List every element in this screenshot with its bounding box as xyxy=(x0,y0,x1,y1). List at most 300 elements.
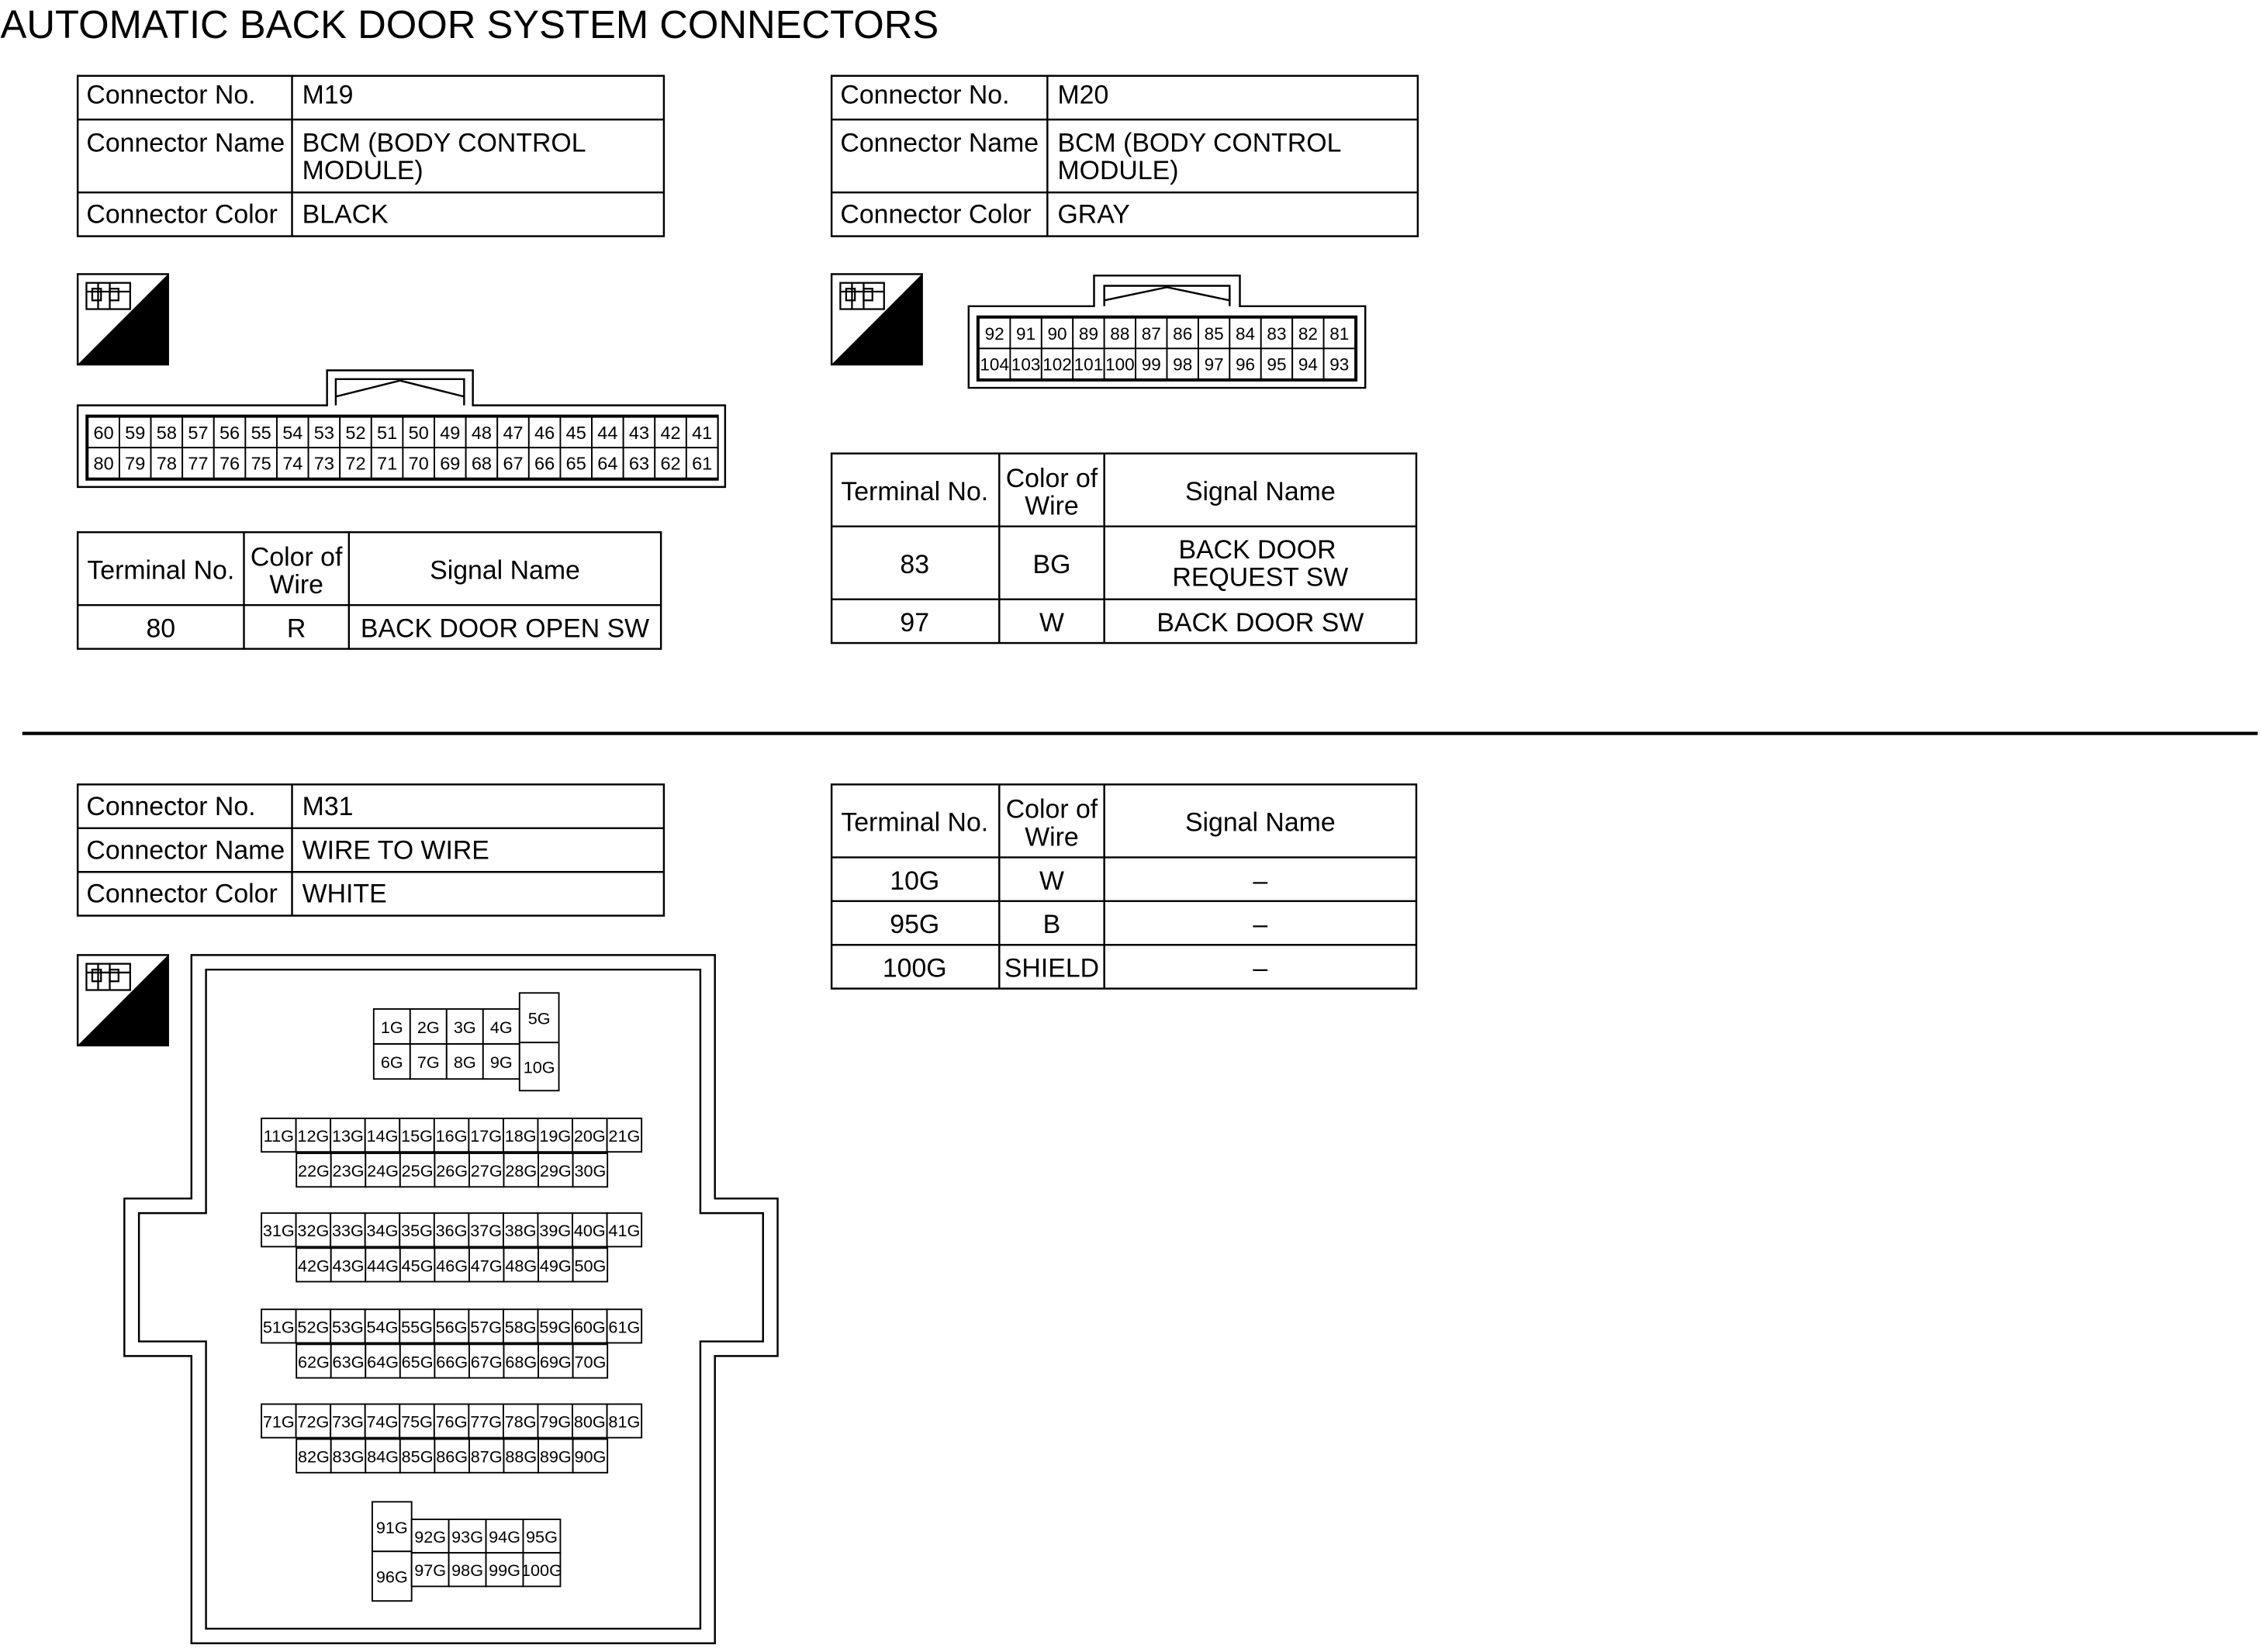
m31-pin-85g xyxy=(400,1439,435,1473)
svg-text:49G: 49G xyxy=(539,1256,572,1276)
m31-pin-71g xyxy=(261,1404,296,1437)
svg-text:48: 48 xyxy=(471,422,492,443)
svg-text:35G: 35G xyxy=(401,1221,433,1241)
color-of-wire-header-line2: Wire xyxy=(1025,822,1079,852)
m31-pin-16g xyxy=(434,1118,469,1152)
m31-pin-9g xyxy=(483,1044,520,1079)
svg-text:36G: 36G xyxy=(435,1221,468,1241)
svg-text:17G: 17G xyxy=(470,1126,503,1146)
svg-text:84: 84 xyxy=(1236,324,1256,344)
svg-text:40G: 40G xyxy=(573,1221,606,1241)
m20-pin-82 xyxy=(1292,318,1323,348)
m31-pin-18g xyxy=(503,1118,538,1152)
svg-text:57G: 57G xyxy=(470,1317,503,1337)
m19-pin-47 xyxy=(497,417,529,448)
m31-pin-70g xyxy=(573,1344,608,1377)
svg-text:1G: 1G xyxy=(380,1017,403,1037)
svg-text:98G: 98G xyxy=(451,1560,484,1581)
svg-text:13G: 13G xyxy=(331,1126,364,1146)
m19-pin-60 xyxy=(88,417,119,448)
svg-text:75: 75 xyxy=(251,453,271,474)
m31-pin-75g xyxy=(399,1404,434,1437)
m19-pin-69 xyxy=(434,448,466,478)
m19-pin-61 xyxy=(686,448,718,478)
svg-text:80G: 80G xyxy=(573,1412,606,1432)
m19-pin-55 xyxy=(245,417,277,448)
svg-text:73: 73 xyxy=(313,453,334,474)
m31-pin-80g xyxy=(572,1404,607,1437)
m31-connector-name: WIRE TO WIRE xyxy=(302,835,489,866)
svg-text:31G: 31G xyxy=(262,1221,295,1241)
svg-text:56G: 56G xyxy=(435,1317,468,1337)
svg-text:3G: 3G xyxy=(453,1017,476,1037)
m31-pin-100g xyxy=(521,1553,562,1586)
connector-no-label: Connector No. xyxy=(86,80,256,110)
svg-text:95: 95 xyxy=(1267,354,1287,375)
m20-pin-85 xyxy=(1198,318,1229,348)
m20-pin-96 xyxy=(1229,348,1260,378)
m31-pin-29g xyxy=(538,1153,573,1187)
svg-text:104: 104 xyxy=(980,354,1010,375)
svg-text:90G: 90G xyxy=(574,1446,607,1467)
m31-pin-62g xyxy=(296,1344,331,1377)
svg-text:89: 89 xyxy=(1078,324,1098,344)
svg-text:74: 74 xyxy=(282,453,303,474)
svg-text:52G: 52G xyxy=(297,1317,330,1337)
svg-text:11G: 11G xyxy=(263,1126,294,1146)
m19-pin-66 xyxy=(529,448,561,478)
m31-pin-10g xyxy=(520,1042,559,1090)
svg-text:39G: 39G xyxy=(539,1221,572,1241)
svg-text:78G: 78G xyxy=(504,1412,537,1432)
m31-pin-25g xyxy=(400,1153,435,1187)
m20-pin-102 xyxy=(1042,348,1073,378)
svg-text:76: 76 xyxy=(219,453,240,474)
connector-no-label: Connector No. xyxy=(840,80,1010,110)
m19-pin-58 xyxy=(151,417,183,448)
m31-signal-95g: – xyxy=(1253,910,1268,940)
m31-pin-11g xyxy=(261,1118,296,1152)
m19-pin-65 xyxy=(560,448,592,478)
m31-pin-2g xyxy=(410,1009,447,1044)
m31-pin-15g xyxy=(399,1118,434,1152)
m20-connector-name-line1: BCM (BODY CONTROL xyxy=(1057,128,1342,158)
m31-pin-28g xyxy=(503,1153,538,1187)
svg-text:80: 80 xyxy=(93,453,114,474)
m31-pin-91g xyxy=(372,1502,412,1551)
svg-text:42G: 42G xyxy=(298,1256,330,1276)
connector-color-label: Connector Color xyxy=(86,879,278,909)
m31-pin-34g xyxy=(365,1213,400,1246)
m31-pin-37g xyxy=(468,1213,503,1246)
m19-pin-70 xyxy=(403,448,434,478)
svg-text:47G: 47G xyxy=(470,1256,503,1276)
m31-pin-90g xyxy=(573,1439,608,1473)
svg-text:65: 65 xyxy=(565,453,586,474)
svg-text:96G: 96G xyxy=(375,1567,408,1587)
m31-pin-17g xyxy=(468,1118,503,1152)
m20-pin-99 xyxy=(1136,348,1167,378)
m31-pin-43g xyxy=(331,1248,366,1281)
svg-text:88G: 88G xyxy=(505,1446,538,1467)
m20-signal-97: BACK DOOR SW xyxy=(1156,608,1364,638)
m19-pin-80 xyxy=(88,448,119,478)
m19-pin-50 xyxy=(403,417,434,448)
svg-text:93: 93 xyxy=(1329,354,1350,375)
color-of-wire-header: Color of xyxy=(1005,794,1098,824)
m20-signal-83-line1: BACK DOOR xyxy=(1178,535,1336,565)
svg-text:90: 90 xyxy=(1047,324,1067,344)
terminal-no-header: Terminal No. xyxy=(87,555,235,586)
m20-terminal-97: 97 xyxy=(900,608,930,638)
m31-connector-color: WHITE xyxy=(302,879,387,909)
m31-pin-47g xyxy=(469,1248,504,1281)
m31-pin-79g xyxy=(538,1404,572,1437)
m19-terminal-table xyxy=(78,532,661,648)
m20-pin-84 xyxy=(1229,318,1260,348)
m31-pin-39g xyxy=(538,1213,572,1246)
svg-text:63G: 63G xyxy=(332,1352,365,1372)
svg-text:70: 70 xyxy=(408,453,429,474)
color-of-wire-header: Color of xyxy=(250,542,343,572)
m19-pin-41 xyxy=(686,417,718,448)
m31-pin-86g xyxy=(434,1439,469,1473)
svg-text:70G: 70G xyxy=(574,1352,607,1372)
svg-text:53: 53 xyxy=(313,422,334,443)
m31-pin-38g xyxy=(503,1213,538,1246)
m31-pin-81g xyxy=(607,1404,642,1437)
svg-text:33G: 33G xyxy=(331,1221,364,1241)
m19-pin-48 xyxy=(466,417,498,448)
m31-pin-87g xyxy=(469,1439,504,1473)
m20-signal-83-line2: REQUEST SW xyxy=(1172,562,1349,593)
m31-pin-83g xyxy=(331,1439,366,1473)
svg-text:50: 50 xyxy=(408,422,429,443)
svg-text:69G: 69G xyxy=(539,1352,572,1372)
hs-label: H.S. xyxy=(863,336,912,365)
svg-text:96: 96 xyxy=(1236,354,1256,375)
m19-pin-49 xyxy=(434,417,466,448)
svg-text:61G: 61G xyxy=(608,1317,641,1337)
m31-pin-8g xyxy=(447,1044,483,1079)
svg-text:46: 46 xyxy=(534,422,555,443)
m31-pin-13g xyxy=(330,1118,365,1152)
svg-text:81: 81 xyxy=(1329,324,1350,344)
m20-pin-95 xyxy=(1261,348,1292,378)
connector-name-label: Connector Name xyxy=(86,835,285,866)
m20-pin-100 xyxy=(1105,348,1136,378)
m20-connector-face xyxy=(969,275,1365,388)
svg-text:97G: 97G xyxy=(414,1560,447,1581)
m20-terminal-83: 83 xyxy=(900,549,930,579)
m31-pin-63g xyxy=(331,1344,366,1377)
svg-text:87G: 87G xyxy=(470,1446,503,1467)
svg-text:42: 42 xyxy=(660,422,681,443)
color-of-wire-header-line2: Wire xyxy=(269,570,323,600)
svg-text:48G: 48G xyxy=(505,1256,538,1276)
m19-terminal-80: 80 xyxy=(146,613,176,644)
m20-pin-101 xyxy=(1073,348,1104,378)
m31-pin-1g xyxy=(374,1009,410,1044)
svg-text:59G: 59G xyxy=(539,1317,572,1337)
m19-pin-56 xyxy=(214,417,246,448)
m19-connector-no: M19 xyxy=(302,80,354,110)
m20-pin-94 xyxy=(1292,348,1323,378)
svg-text:26G: 26G xyxy=(436,1161,468,1181)
m31-pin-35g xyxy=(399,1213,434,1246)
m31-pin-36g xyxy=(434,1213,469,1246)
svg-text:6G: 6G xyxy=(380,1052,403,1073)
svg-text:93G: 93G xyxy=(451,1527,484,1547)
m31-pin-3g xyxy=(447,1009,483,1044)
m31-wire-color-95g: B xyxy=(1042,910,1061,940)
m31-pin-30g xyxy=(573,1153,608,1187)
svg-text:58G: 58G xyxy=(504,1317,537,1337)
connector-name-label: Connector Name xyxy=(86,128,285,158)
svg-text:14G: 14G xyxy=(366,1126,399,1146)
m31-pin-49g xyxy=(538,1248,573,1281)
m19-pin-62 xyxy=(655,448,686,478)
m31-pin-40g xyxy=(572,1213,607,1246)
m19-connector-name-line1: BCM (BODY CONTROL xyxy=(302,128,586,158)
svg-text:44G: 44G xyxy=(367,1256,399,1276)
terminal-no-header: Terminal No. xyxy=(841,807,989,838)
m20-pin-98 xyxy=(1167,348,1198,378)
m19-pin-44 xyxy=(592,417,624,448)
m31-pin-66g xyxy=(434,1344,469,1377)
m31-terminal-10g: 10G xyxy=(890,866,940,896)
m31-pin-95g xyxy=(523,1519,560,1553)
svg-text:72: 72 xyxy=(345,453,366,474)
svg-text:97: 97 xyxy=(1204,354,1224,375)
m20-hs-badge xyxy=(831,274,922,365)
m31-signal-10g: – xyxy=(1253,866,1268,896)
m31-pin-54g xyxy=(365,1309,400,1343)
m31-pin-7g xyxy=(410,1044,447,1079)
m31-connector-face xyxy=(124,955,777,1643)
m19-connector-name-line2: MODULE) xyxy=(302,156,424,186)
m31-pin-27g xyxy=(469,1153,504,1187)
m31-pin-68g xyxy=(503,1344,538,1377)
svg-text:63: 63 xyxy=(628,453,650,474)
svg-text:41: 41 xyxy=(692,422,713,443)
m31-pin-78g xyxy=(503,1404,538,1437)
m19-pin-45 xyxy=(560,417,592,448)
m19-pin-57 xyxy=(182,417,214,448)
m31-pin-93g xyxy=(449,1519,486,1553)
connector-color-label: Connector Color xyxy=(840,199,1032,230)
m31-pin-44g xyxy=(365,1248,400,1281)
connector-name-label: Connector Name xyxy=(840,128,1039,158)
m31-pin-69g xyxy=(538,1344,573,1377)
m31-pin-92g xyxy=(412,1519,449,1553)
svg-text:85G: 85G xyxy=(401,1446,434,1467)
svg-text:56: 56 xyxy=(219,422,240,443)
m19-wire-color-80: R xyxy=(286,613,306,644)
svg-text:83G: 83G xyxy=(332,1446,365,1467)
svg-text:95G: 95G xyxy=(526,1527,558,1547)
m20-pin-91 xyxy=(1010,318,1041,348)
svg-text:89G: 89G xyxy=(539,1446,572,1467)
signal-name-header: Signal Name xyxy=(1184,807,1336,838)
m19-connector-color: BLACK xyxy=(302,199,389,230)
m31-pin-96g xyxy=(372,1551,412,1601)
svg-text:103: 103 xyxy=(1011,354,1041,375)
m31-pin-14g xyxy=(365,1118,400,1152)
m20-info-table xyxy=(831,76,1418,237)
m20-pin-87 xyxy=(1136,318,1167,348)
svg-text:82G: 82G xyxy=(298,1446,330,1467)
m19-pin-76 xyxy=(214,448,246,478)
m31-pin-60g xyxy=(572,1309,607,1343)
svg-text:51G: 51G xyxy=(262,1317,295,1337)
m20-pin-81 xyxy=(1324,318,1355,348)
svg-text:37G: 37G xyxy=(470,1221,503,1241)
svg-text:67: 67 xyxy=(503,453,524,474)
m31-pin-48g xyxy=(503,1248,538,1281)
m31-terminal-table xyxy=(831,784,1416,988)
signal-name-header: Signal Name xyxy=(1184,476,1336,506)
m31-pin-41g xyxy=(607,1213,642,1246)
terminal-no-header: Terminal No. xyxy=(841,476,989,506)
m31-pin-6g xyxy=(374,1044,410,1079)
m31-pin-31g xyxy=(261,1213,296,1246)
svg-text:92: 92 xyxy=(984,324,1004,344)
m19-pin-79 xyxy=(119,448,151,478)
m19-connector-face xyxy=(78,371,725,487)
svg-text:18G: 18G xyxy=(504,1126,537,1146)
svg-text:87: 87 xyxy=(1141,324,1161,344)
m20-pin-103 xyxy=(1010,348,1041,378)
m31-pin-76g xyxy=(434,1404,469,1437)
svg-text:99: 99 xyxy=(1141,354,1161,375)
svg-text:12G: 12G xyxy=(297,1126,330,1146)
svg-text:5G: 5G xyxy=(527,1008,551,1028)
svg-text:24G: 24G xyxy=(367,1161,399,1181)
svg-text:65G: 65G xyxy=(401,1352,434,1372)
svg-text:49: 49 xyxy=(440,422,461,443)
m31-pin-21g xyxy=(607,1118,642,1152)
m31-pin-74g xyxy=(365,1404,400,1437)
svg-text:21G: 21G xyxy=(608,1126,641,1146)
svg-text:71: 71 xyxy=(377,453,398,474)
connector-color-label: Connector Color xyxy=(86,199,278,230)
svg-text:71G: 71G xyxy=(262,1412,295,1432)
svg-text:22G: 22G xyxy=(298,1161,330,1181)
svg-text:61: 61 xyxy=(692,453,713,474)
svg-text:69: 69 xyxy=(440,453,461,474)
svg-text:81G: 81G xyxy=(608,1412,641,1432)
m20-connector-no: M20 xyxy=(1057,80,1109,110)
m19-info-table xyxy=(78,76,664,237)
m19-pin-59 xyxy=(119,417,151,448)
m31-pin-45g xyxy=(400,1248,435,1281)
svg-text:27G: 27G xyxy=(470,1161,503,1181)
svg-text:25G: 25G xyxy=(401,1161,434,1181)
svg-text:23G: 23G xyxy=(332,1161,365,1181)
svg-text:55: 55 xyxy=(251,422,271,443)
svg-text:67G: 67G xyxy=(470,1352,503,1372)
svg-text:102: 102 xyxy=(1042,354,1072,375)
m19-pin-73 xyxy=(309,448,341,478)
svg-text:19G: 19G xyxy=(539,1126,572,1146)
svg-text:41G: 41G xyxy=(608,1221,641,1241)
m19-pin-75 xyxy=(245,448,277,478)
m19-hs-badge xyxy=(78,274,168,365)
svg-text:29G: 29G xyxy=(539,1161,572,1181)
m19-pin-67 xyxy=(497,448,529,478)
svg-text:76G: 76G xyxy=(435,1412,468,1432)
m31-pin-55g xyxy=(399,1309,434,1343)
m31-pin-65g xyxy=(400,1344,435,1377)
m31-pin-82g xyxy=(296,1439,331,1473)
svg-text:57: 57 xyxy=(188,422,209,443)
m31-pin-5g xyxy=(520,993,559,1042)
svg-text:83: 83 xyxy=(1267,324,1287,344)
m31-pin-4g xyxy=(483,1009,520,1044)
m20-connector-color: GRAY xyxy=(1057,199,1130,230)
m31-pin-22g xyxy=(296,1153,331,1187)
m20-pin-83 xyxy=(1261,318,1292,348)
svg-text:46G: 46G xyxy=(436,1256,468,1276)
svg-text:79G: 79G xyxy=(539,1412,572,1432)
svg-text:88: 88 xyxy=(1110,324,1130,344)
svg-text:53G: 53G xyxy=(331,1317,364,1337)
m31-pin-88g xyxy=(503,1439,538,1473)
svg-text:50G: 50G xyxy=(574,1256,607,1276)
svg-text:45: 45 xyxy=(565,422,586,443)
m31-pin-84g xyxy=(365,1439,400,1473)
m20-pin-97 xyxy=(1198,348,1229,378)
svg-text:101: 101 xyxy=(1073,354,1104,375)
svg-text:92G: 92G xyxy=(414,1527,447,1547)
svg-text:84G: 84G xyxy=(367,1446,399,1467)
m19-pin-42 xyxy=(655,417,686,448)
svg-text:99G: 99G xyxy=(489,1560,520,1581)
m31-wire-color-100g: SHIELD xyxy=(1004,953,1100,983)
m31-pin-12g xyxy=(296,1118,331,1152)
m31-pin-58g xyxy=(503,1309,538,1343)
m19-pin-72 xyxy=(340,448,372,478)
svg-text:54G: 54G xyxy=(366,1317,399,1337)
svg-text:75G: 75G xyxy=(401,1412,433,1432)
svg-text:91: 91 xyxy=(1016,324,1036,344)
svg-text:10G: 10G xyxy=(523,1057,555,1077)
m20-pin-88 xyxy=(1105,318,1136,348)
m20-pin-104 xyxy=(979,348,1010,378)
svg-text:47: 47 xyxy=(503,422,524,443)
m31-hs-badge xyxy=(78,955,168,1045)
m31-pin-51g xyxy=(261,1309,296,1343)
m31-pin-61g xyxy=(607,1309,642,1343)
m19-pin-63 xyxy=(624,448,655,478)
svg-text:45G: 45G xyxy=(401,1256,434,1276)
m31-pin-20g xyxy=(572,1118,607,1152)
svg-text:79: 79 xyxy=(125,453,146,474)
svg-text:28G: 28G xyxy=(505,1161,538,1181)
page-title: AUTOMATIC BACK DOOR SYSTEM CONNECTORS xyxy=(0,2,939,47)
m31-pin-42g xyxy=(296,1248,331,1281)
m31-pin-73g xyxy=(330,1404,365,1437)
svg-text:94: 94 xyxy=(1298,354,1318,375)
m31-terminal-100g: 100G xyxy=(882,953,947,983)
svg-text:20G: 20G xyxy=(573,1126,606,1146)
m31-pin-19g xyxy=(538,1118,572,1152)
m31-pin-24g xyxy=(365,1153,400,1187)
m31-pin-53g xyxy=(330,1309,365,1343)
svg-text:66: 66 xyxy=(534,453,555,474)
m31-pin-72g xyxy=(296,1404,331,1437)
